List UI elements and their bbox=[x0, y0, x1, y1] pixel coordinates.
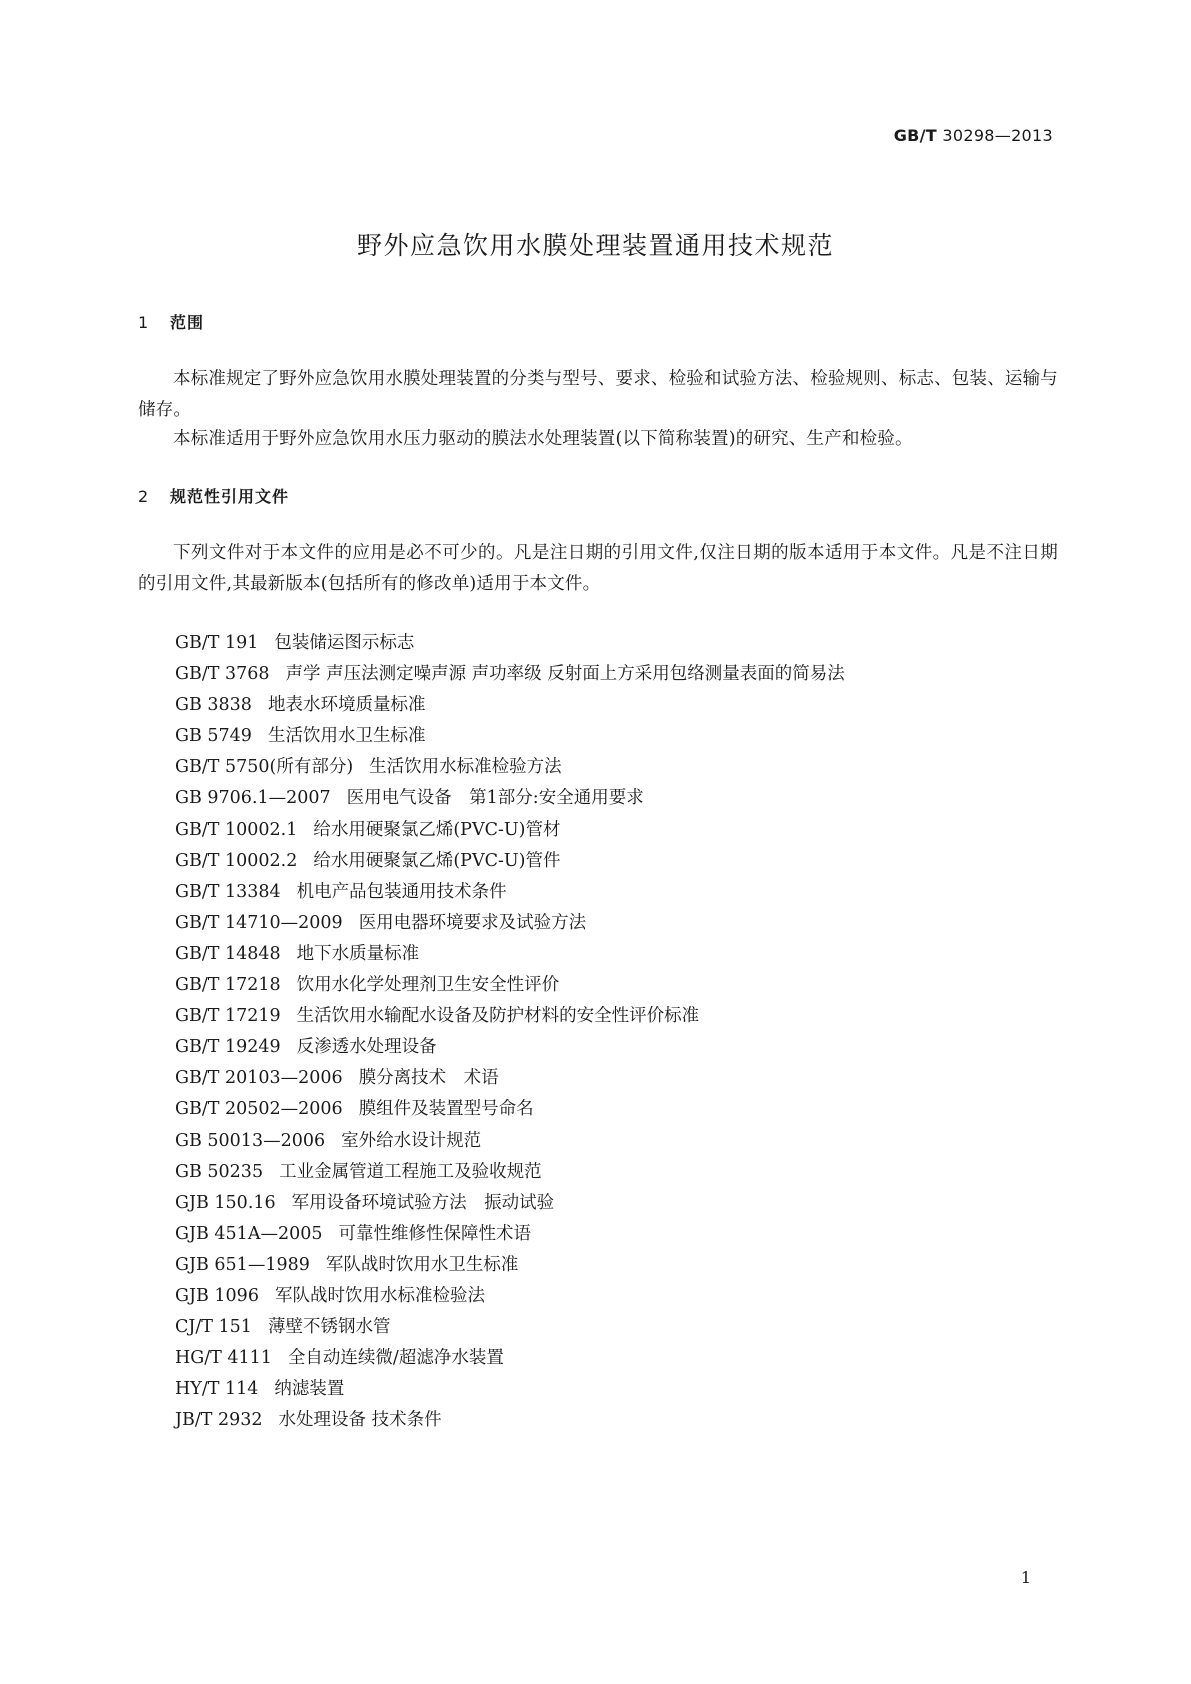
reference-item bbox=[175, 1219, 845, 1250]
reference-code: GB 50235 bbox=[175, 1161, 264, 1182]
reference-code: GB/T 10002.2 bbox=[175, 850, 298, 871]
reference-item bbox=[175, 1343, 845, 1374]
reference-title: 生活饮用水卫生标准 bbox=[267, 726, 426, 747]
reference-code: GB/T 17219 bbox=[175, 1006, 281, 1027]
reference-title: 生活饮用水标准检验方法 bbox=[369, 757, 562, 778]
reference-item bbox=[175, 970, 845, 1001]
reference-item bbox=[175, 846, 845, 877]
reference-code: GB 3838 bbox=[175, 695, 252, 716]
reference-code: GB/T 14848 bbox=[175, 943, 281, 964]
reference-item bbox=[175, 721, 845, 752]
scope-paragraph-2: 本标准适用于野外应急饮用水压力驱动的膜法水处理装置(以下简称装置)的研究、生产和检验。 bbox=[173, 429, 913, 449]
reference-item bbox=[175, 1094, 845, 1125]
standard-code: 30298—2013 bbox=[942, 126, 1053, 145]
reference-title: 医用电器环境要求及试验方法 bbox=[358, 912, 587, 933]
section-1-number: 1 bbox=[138, 313, 150, 332]
reference-item bbox=[175, 1126, 845, 1157]
reference-code: GB/T 191 bbox=[175, 633, 259, 653]
reference-item bbox=[175, 939, 845, 970]
page-number: 1 bbox=[1020, 1568, 1031, 1587]
reference-title: 膜组件及装置型号命名 bbox=[358, 1099, 534, 1120]
reference-code: GB 5749 bbox=[175, 726, 252, 747]
reference-item bbox=[175, 1063, 845, 1094]
reference-item bbox=[175, 1157, 845, 1188]
reference-title: 声学 声压法测定噪声源 声功率级 反射面上方采用包络测量表面的简易法 bbox=[285, 664, 845, 685]
reference-item bbox=[175, 659, 845, 690]
reference-item bbox=[175, 1001, 845, 1032]
reference-item bbox=[175, 1405, 845, 1436]
reference-code: HY/T 114 bbox=[175, 1379, 259, 1400]
section-2-number: 2 bbox=[138, 487, 150, 506]
reference-title: 给水用硬聚氯乙烯(PVC-U)管材 bbox=[313, 819, 561, 840]
section-1-title: 范围 bbox=[170, 313, 205, 332]
reference-title: 饮用水化学处理剂卫生安全性评价 bbox=[296, 975, 560, 996]
reference-title: 给水用硬聚氯乙烯(PVC-U)管件 bbox=[313, 850, 561, 871]
reference-title: 包装储运图示标志 bbox=[274, 633, 415, 653]
reference-title: 军队战时饮用水标准检验法 bbox=[274, 1285, 485, 1306]
reference-item bbox=[175, 752, 845, 783]
standard-prefix: GB/T bbox=[893, 126, 937, 145]
reference-code: GB/T 17218 bbox=[175, 975, 281, 996]
reference-list bbox=[175, 628, 845, 1436]
reference-code: GB/T 20502—2006 bbox=[175, 1099, 343, 1120]
reference-title: 全自动连续微/超滤净水装置 bbox=[287, 1348, 504, 1369]
reference-title: 可靠性维修性保障性术语 bbox=[338, 1223, 531, 1244]
reference-item bbox=[175, 628, 845, 659]
reference-title: 薄壁不锈钢水管 bbox=[267, 1317, 391, 1338]
reference-title: 军队战时饮用水卫生标准 bbox=[325, 1254, 519, 1275]
reference-title: 机电产品包装通用技术条件 bbox=[296, 881, 507, 902]
reference-code: HG/T 4111 bbox=[175, 1348, 272, 1369]
reference-item bbox=[175, 1281, 845, 1312]
reference-code: JB/T 2932 bbox=[175, 1410, 263, 1431]
reference-title: 水处理设备 技术条件 bbox=[278, 1410, 442, 1431]
reference-code: GB/T 14710—2009 bbox=[175, 912, 343, 933]
scope-paragraph-1: 本标准规定了野外应急饮用水膜处理装置的分类与型号、要求、检验和试验方法、检验规则、标志、包装、运输与储存。 bbox=[138, 369, 1058, 420]
reference-title: 室外给水设计规范 bbox=[341, 1130, 482, 1151]
reference-code: GB 50013—2006 bbox=[175, 1130, 326, 1151]
reference-code: GJB 150.16 bbox=[175, 1192, 276, 1213]
reference-title: 军用设备环境试验方法 振动试验 bbox=[291, 1192, 555, 1213]
reference-code: GB/T 19249 bbox=[175, 1037, 281, 1058]
reference-item bbox=[175, 1250, 845, 1281]
reference-code: GB/T 10002.1 bbox=[175, 819, 298, 840]
reference-item bbox=[175, 1188, 845, 1219]
reference-title: 地下水质量标准 bbox=[296, 943, 420, 964]
reference-code: GB/T 5750(所有部分) bbox=[175, 757, 354, 778]
reference-title: 膜分离技术 术语 bbox=[358, 1068, 499, 1089]
reference-title: 工业金属管道工程施工及验收规范 bbox=[279, 1161, 542, 1182]
reference-item bbox=[175, 783, 845, 814]
reference-code: GB/T 20103—2006 bbox=[175, 1068, 343, 1089]
section-1-heading bbox=[138, 310, 204, 333]
reference-item bbox=[175, 1374, 845, 1405]
reference-item bbox=[175, 1312, 845, 1343]
reference-title: 地表水环境质量标准 bbox=[267, 695, 426, 716]
reference-title: 反渗透水处理设备 bbox=[296, 1037, 437, 1058]
reference-code: GJB 651—1989 bbox=[175, 1254, 310, 1275]
reference-item bbox=[175, 815, 845, 846]
references-intro: 下列文件对于本文件的应用是必不可少的。凡是注日期的引用文件,仅注日期的版本适用于本文件。凡是不注日期的引用文件,其最新版本(包括所有的修改单)适用于本文件。 bbox=[138, 543, 1058, 594]
reference-code: GJB 1096 bbox=[175, 1285, 259, 1306]
section-2-title: 规范性引用文件 bbox=[170, 487, 290, 506]
reference-title: 生活饮用水输配水设备及防护材料的安全性评价标准 bbox=[296, 1006, 700, 1027]
reference-item bbox=[175, 1032, 845, 1063]
reference-code: CJ/T 151 bbox=[175, 1317, 252, 1338]
reference-code: GB/T 3768 bbox=[175, 664, 270, 685]
standard-number bbox=[894, 126, 1053, 145]
reference-title: 医用电气设备 第1部分:安全通用要求 bbox=[346, 788, 644, 809]
reference-code: GB 9706.1—2007 bbox=[175, 788, 331, 809]
document-title: 野外应急饮用水膜处理装置通用技术规范 bbox=[356, 231, 834, 260]
reference-item bbox=[175, 690, 845, 721]
section-2-heading bbox=[138, 484, 289, 507]
reference-item bbox=[175, 877, 845, 908]
reference-code: GJB 451A—2005 bbox=[175, 1223, 323, 1244]
reference-code: GB/T 13384 bbox=[175, 881, 281, 902]
reference-title: 纳滤装置 bbox=[274, 1379, 345, 1400]
reference-item bbox=[175, 908, 845, 939]
